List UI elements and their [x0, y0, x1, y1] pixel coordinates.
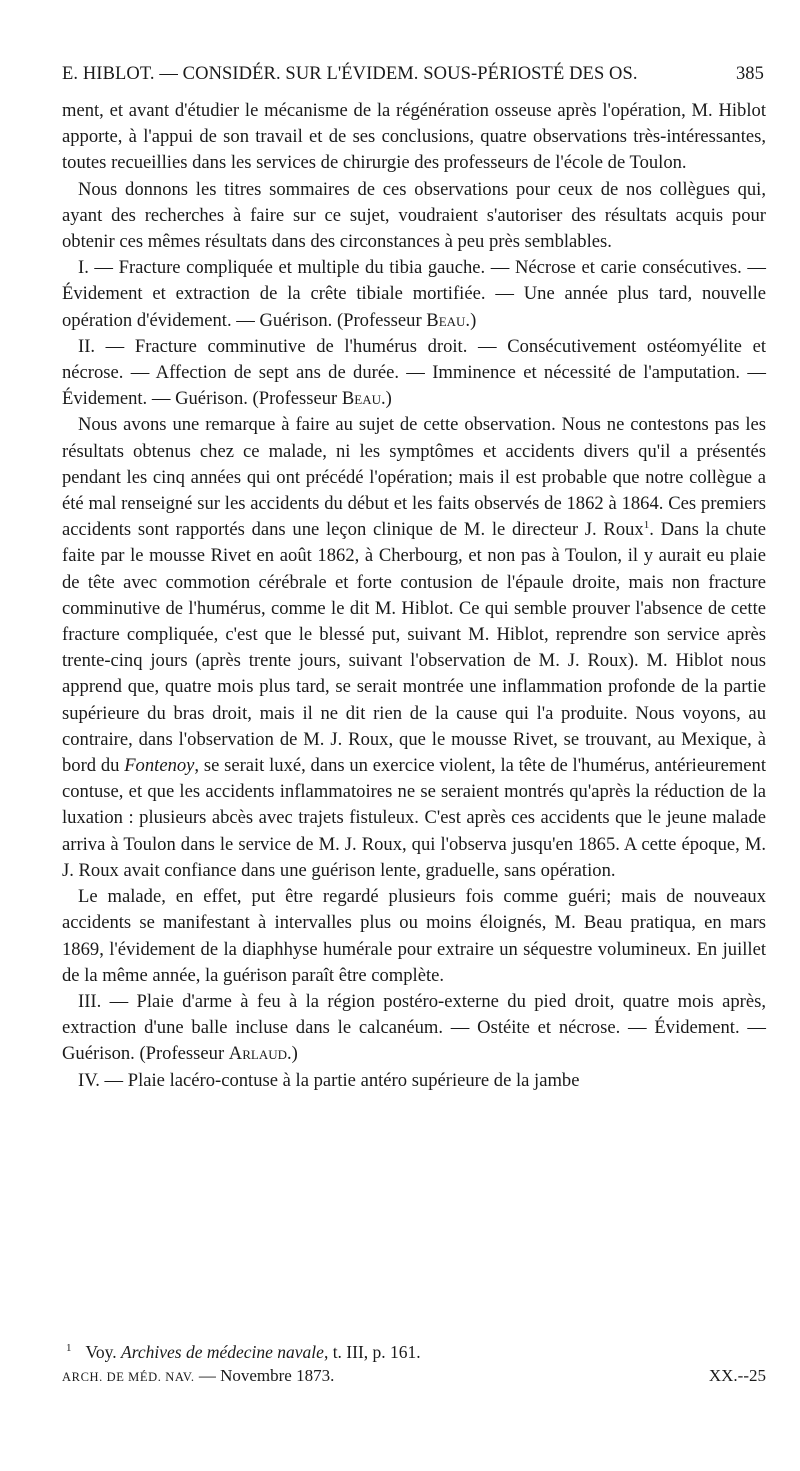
ship-name: Fontenoy [124, 755, 195, 777]
footnote-number: 1 [66, 1342, 72, 1355]
observation-2 [62, 334, 766, 413]
observation-4: IV. — Plaie lacéro-contuse à la partie antéro supérieure de la jambe [78, 1069, 580, 1091]
observation-1-close: .) [465, 309, 477, 331]
remark-text-c: , se serait luxé, dans un exercice violent, la tête de l'humérus, antérieurement contuse, et que les accidents inflammatoires ne se seraient montrés qu'après la réduction de la luxation : plusieurs abcès avec trajets fistuleux. C'est après ces accidents que le jeune malade arriva à Toulon dans le service de M. J. Roux, qui l'observa jusqu'en 1865. A cette époque, M. J. Roux avait confiance dans une guérison lente, graduelle, sans opération. [62, 755, 766, 881]
remark-paragraph [62, 412, 766, 884]
observation-2-close: .) [381, 388, 392, 410]
signature-mark: XX.--25 [708, 1366, 766, 1385]
running-header [62, 64, 764, 85]
observation-2-professor: Beau [341, 388, 382, 410]
paragraph-continuation: ment, et avant d'étudier le mécanisme de la régénération osseuse après l'opération, M. Hiblot apporte, à l'appui de son travail et de ses conclusions, quatre observations très-intéressantes, toutes recueillies dans les services de chirurgie des professeurs de l'école de Toulon. [62, 100, 766, 174]
observation-3 [62, 989, 766, 1068]
observation-3-professor: Arlaud [228, 1043, 288, 1065]
page-footer [62, 1366, 766, 1386]
footnote-line [62, 1340, 766, 1364]
footer-left [62, 1366, 334, 1386]
footer-journal-abbrev: ARCH. DE MÉD. NAV. [62, 1370, 195, 1384]
remark-text-a: Nous avons une remarque à faire au sujet de cette observation. Nous ne contestons pas les résultats obtenus chez ce malade, ni les symptômes et accidents divers qu'il a présentés pendant les cinq années qui ont précédé l'opération; mais il est probable que notre collègue a été mal renseigné sur les accidents du début et les faits observés de 1862 à 1864. Ces premiers accidents sont rapportés dans une leçon clinique de M. le directeur J. Roux [62, 414, 766, 541]
footnote [62, 1340, 766, 1364]
running-title: E. HIBLOT. — CONSIDÉR. SUR L'ÉVIDEM. SOUS-PÉRIOSTÉ DES OS. [62, 64, 638, 84]
observation-1 [62, 255, 766, 334]
page-number: 385 [735, 64, 764, 84]
footnote-text-b: , t. III, p. 161. [323, 1342, 421, 1362]
observation-1-professor: Beau [426, 309, 466, 331]
footnote-journal: Archives de médecine navale [121, 1342, 324, 1362]
paragraph-intro-observations: Nous donnons les titres sommaires de ces observations pour ceux de nos collègues qui, ayant des recherches à faire sur ce sujet, voudraient s'autoriser des résultats acquis pour obtenir ces mêmes résultats dans des circonstances à peu près semblables. [62, 178, 766, 253]
footer-date: — Novembre 1873. [198, 1366, 335, 1385]
observation-1-text: I. — Fracture compliquée et multiple du tibia gauche. — Nécrose et carie consécutives. — Évidement et extraction de la crête tibiale mortifiée. — Une année plus tard, nouvelle opération d'évidement. — Guérison. (Professeur [62, 257, 766, 331]
main-text [62, 98, 766, 1094]
observation-3-text: III. — Plaie d'arme à feu à la région postéro-externe du pied droit, quatre mois après, extraction d'une balle incluse dans le calcanéum. — Ostéite et nécrose. — Évidement. — Guérison. (Professeur [62, 990, 766, 1065]
observation-2-text: II. — Fracture comminutive de l'humérus droit. — Consécutivement ostéomyélite et nécrose. — Affection de sept ans de durée. — Imminence et nécessité de l'amputation. — Évidement. — Guérison. (Professeur [62, 335, 766, 410]
remark-text-b: . Dans la chute faite par le mousse Rivet en août 1862, à Cherbourg, et non pas à Toulon, il y aurait eu plaie de tête avec commotion cérébrale et forte contusion de l'épaule droite, mais non fracture comminutive de l'humérus, comme le dit M. Hiblot. Ce qui semble prouver l'absence de cette fracture compliquée, c'est que le blessé put, suivant M. Hiblot, reprendre son service après trente-cinq jours (après trente jours, suivant l'observation de M. J. Roux). M. Hiblot nous apprend que, quatre mois plus tard, se serait montrée une inflammation profonde de la partie supérieure du bras droit, mais il ne dit rien de la cause qui l'a produite. Nous voyons, au contraire, dans l'observation de M. J. Roux, que le mousse Rivet, se trouvant, au Mexique, à bord du [62, 519, 766, 777]
footnote-reference: 1 [643, 519, 650, 532]
paragraph-outcome: Le malade, en effet, put être regardé plusieurs fois comme guéri; mais de nouveaux accidents se manifestant à intervalles plus ou moins éloignés, M. Beau pratiqua, en mars 1869, l'évidement de la diaphhyse humérale pour extraire un séquestre volumineux. En juillet de la même année, la guérison paraît être complète. [62, 886, 766, 986]
observation-3-close: .) [287, 1043, 298, 1065]
footnote-text-a: Voy. [85, 1342, 121, 1362]
